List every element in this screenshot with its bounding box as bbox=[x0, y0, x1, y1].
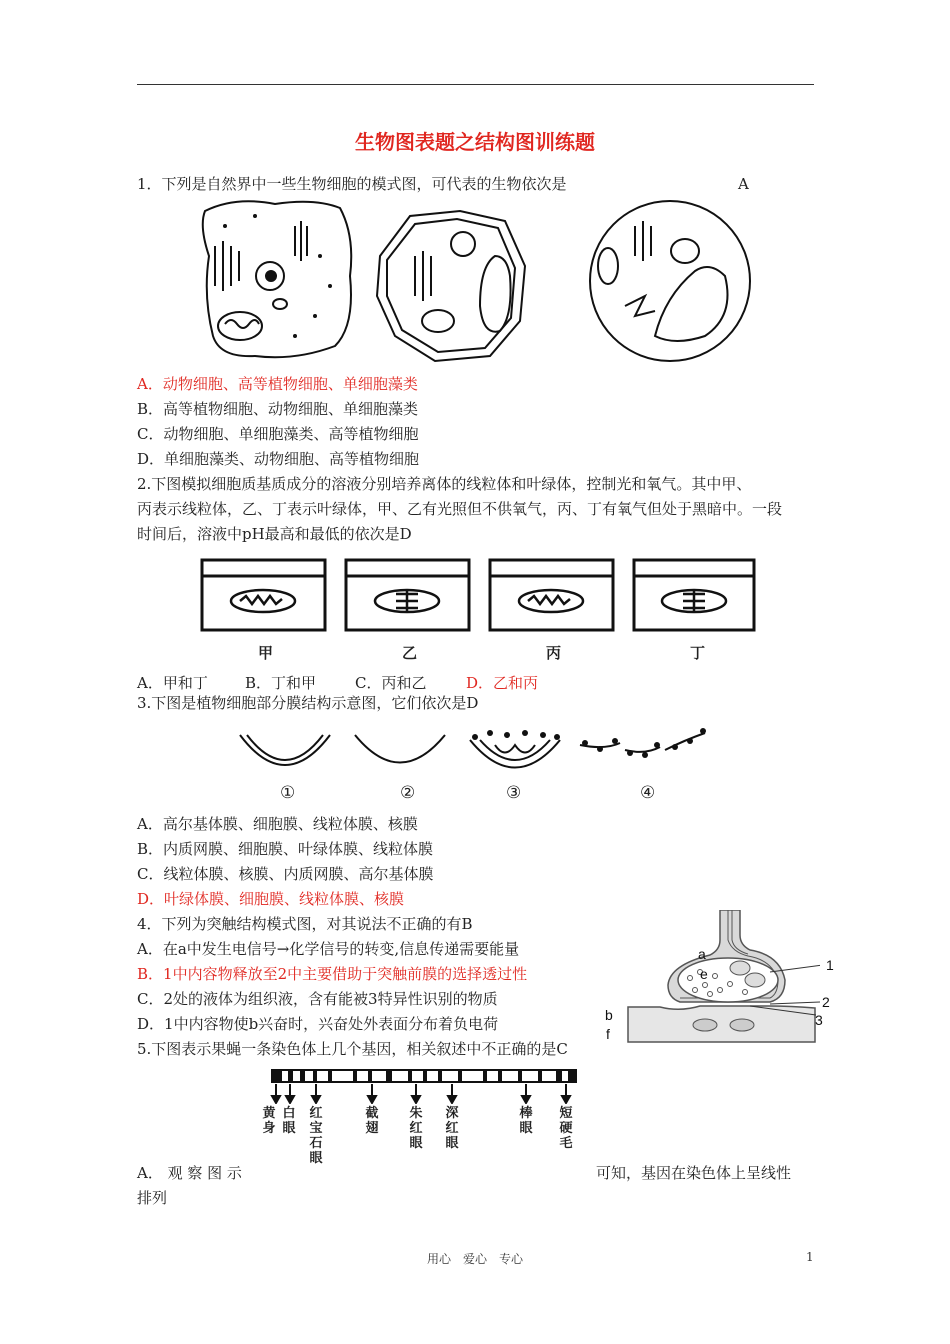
q4-option-b: B．1中内容物释放至2中主要借助于突触前膜的选择透过性 bbox=[137, 965, 528, 983]
q4-option-a: A．在a中发生电信号→化学信号的转变,信息传递需要能量 bbox=[137, 940, 520, 958]
q2-stem-line2: 丙表示线粒体，乙、丁表示叶绿体，甲、乙有光照但不供氧气，丙、丁有氧气但处于黑暗中。一段 bbox=[137, 500, 783, 518]
membrane-label-4: ④ bbox=[640, 783, 656, 803]
footer-motto: 用心 爱心 专心 bbox=[426, 1252, 523, 1266]
gene-label-bar-eye: 棒眼 bbox=[519, 1106, 533, 1136]
q4-option-c: C．2处的液体为组织液，含有能被3特异性识别的物质 bbox=[137, 990, 498, 1008]
gene-label-ruby-eye: 红宝石眼 bbox=[309, 1106, 323, 1166]
q5-option-a-right: 可知，基因在染色体上呈线性 bbox=[596, 1164, 792, 1182]
synapse-label-f: f bbox=[606, 1026, 610, 1042]
q1-option-c: C．动物细胞、单细胞藻类、高等植物细胞 bbox=[137, 425, 419, 443]
q3-option-c: C．线粒体膜、核膜、内质网膜、高尔基体膜 bbox=[137, 865, 434, 883]
q1-option-a: A．动物细胞、高等植物细胞、单细胞藻类 bbox=[137, 375, 418, 393]
q1-answer: A bbox=[738, 175, 749, 193]
q2-option-c: C．丙和乙 bbox=[355, 674, 427, 692]
q3-stem: 3.下图是植物细胞部分膜结构示意图，它们依次是D bbox=[137, 694, 479, 712]
synapse-label-a: a bbox=[698, 946, 706, 962]
beaker-label-ding: 丁 bbox=[690, 644, 706, 662]
q1-cell-figure bbox=[195, 196, 755, 366]
q5-stem: 5.下图表示果蝇一条染色体上几个基因，相关叙述中不正确的是C bbox=[137, 1040, 568, 1058]
q2-option-a: A．甲和丁 bbox=[137, 674, 208, 692]
q2-option-b: B．丁和甲 bbox=[245, 674, 317, 692]
beaker-jia bbox=[202, 560, 325, 630]
q4-option-d: D．1中内容物使b兴奋时，兴奋处外表面分布着负电荷 bbox=[137, 1015, 499, 1033]
synapse-label-2: 2 bbox=[822, 994, 830, 1010]
q3-option-b: B．内质网膜、细胞膜、叶绿体膜、线粒体膜 bbox=[137, 840, 434, 858]
membrane-label-1: ① bbox=[280, 783, 296, 803]
q2-beakers-figure bbox=[198, 556, 758, 636]
membrane-4-right bbox=[665, 733, 705, 750]
algae-cell-drawing bbox=[590, 201, 750, 361]
page-number: 1 bbox=[806, 1250, 814, 1264]
q3-option-a: A．高尔基体膜、细胞膜、线粒体膜、核膜 bbox=[137, 815, 418, 833]
synapse-figure bbox=[620, 910, 820, 1045]
synapse-label-1: 1 bbox=[826, 957, 834, 973]
gene-label-white-eye: 白眼 bbox=[282, 1106, 296, 1136]
q2-stem-line1: 2.下图模拟细胞质基质成分的溶液分别培养离体的线粒体和叶绿体，控制光和氧气。其中甲、 bbox=[137, 475, 752, 493]
q3-option-d: D．叶绿体膜、细胞膜、线粒体膜、核膜 bbox=[137, 890, 405, 908]
beaker-label-jia: 甲 bbox=[258, 644, 274, 662]
q1-option-b: B．高等植物细胞、动物细胞、单细胞藻类 bbox=[137, 400, 419, 418]
plant-cell-drawing bbox=[377, 211, 525, 361]
gene-label-cut-wing: 截翅 bbox=[365, 1106, 379, 1136]
q5-option-a-continued: 排列 bbox=[137, 1189, 168, 1207]
q3-membrane-figure bbox=[235, 725, 715, 785]
synapse-label-b: b bbox=[605, 1007, 613, 1023]
membrane-label-2: ② bbox=[400, 783, 416, 803]
beaker-bing bbox=[490, 560, 613, 630]
q1-option-d: D．单细胞藻类、动物细胞、高等植物细胞 bbox=[137, 450, 420, 468]
membrane-label-3: ③ bbox=[506, 783, 522, 803]
membrane-2 bbox=[355, 735, 445, 763]
gene-label-short-bristle: 短硬毛 bbox=[559, 1106, 573, 1151]
q1-stem: 1．下列是自然界中一些生物细胞的模式图，可代表的生物依次是 bbox=[137, 175, 567, 193]
q2-option-d: D．乙和丙 bbox=[466, 674, 539, 692]
gene-label-carmine-eye: 深红眼 bbox=[445, 1106, 459, 1151]
chromosome-figure bbox=[268, 1066, 580, 1104]
gene-label-vermilion-eye: 朱红眼 bbox=[409, 1106, 423, 1151]
page-title: 生物图表题之结构图训练题 bbox=[355, 130, 595, 154]
q5-option-a-left: A． 观 察 图 示 bbox=[137, 1164, 242, 1182]
q4-stem: 4．下列为突触结构模式图，对其说法不正确的有B bbox=[137, 915, 473, 933]
synapse-label-3: 3 bbox=[815, 1012, 823, 1028]
header-rule bbox=[137, 84, 814, 85]
beaker-label-bing: 丙 bbox=[546, 644, 562, 662]
beaker-label-yi: 乙 bbox=[402, 644, 418, 662]
gene-label-yellow-body: 黄身 bbox=[262, 1106, 276, 1136]
q2-stem-line3: 时间后，溶液中pH最高和最低的依次是D bbox=[137, 525, 412, 543]
synapse-label-e: e bbox=[700, 966, 708, 982]
